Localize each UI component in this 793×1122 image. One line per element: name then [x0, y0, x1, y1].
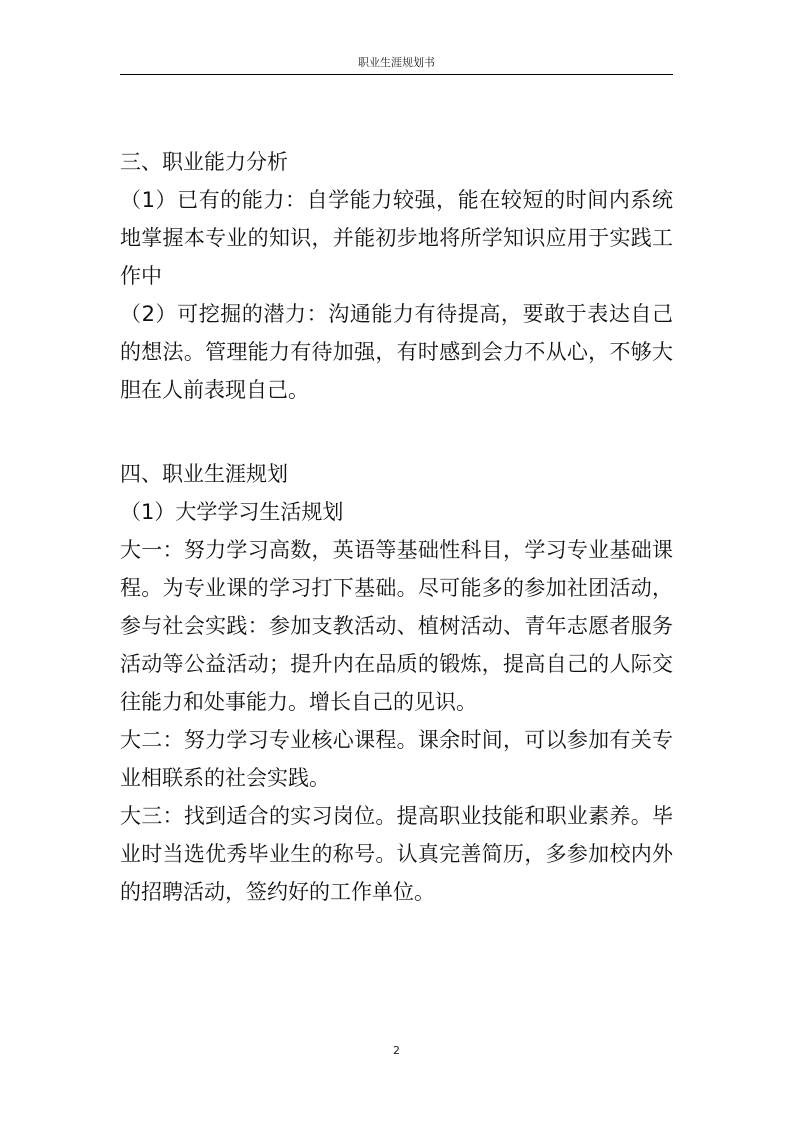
header-divider: [120, 74, 673, 75]
section-heading-career-plan: 四、职业生涯规划: [120, 462, 288, 486]
document-body: [120, 143, 673, 911]
paragraph-existing-ability: （1）已有的能力：自学能力较强，能在较短的时间内系统地掌握本专业的知识，并能初步地将所学知识应用于实践工作中: [120, 188, 673, 288]
paragraph-junior-plan: 大三：找到适合的实习岗位。提高职业技能和职业素养。毕业时当选优秀毕业生的称号。认真完善简历，多参加校内外的招聘活动，签约好的工作单位。: [120, 804, 673, 904]
paragraph-potential-ability: （2）可挖掘的潜力：沟通能力有待提高，要敢于表达自己的想法。管理能力有待加强，有时感到会力不从心，不够大胆在人前表现自己。: [120, 302, 673, 402]
paragraph-sophomore-plan: 大二：努力学习专业核心课程。课余时间，可以参加有关专业相联系的社会实践。: [120, 728, 673, 790]
paragraph-university-plan-title: （1）大学学习生活规划: [120, 500, 344, 524]
page-header-title: 职业生涯规划书: [358, 56, 435, 69]
section-heading-ability: 三、职业能力分析: [120, 150, 288, 174]
paragraph-freshman-plan: 大一：努力学习高数，英语等基础性科目，学习专业基础课程。为专业课的学习打下基础。尽可能多的参加社团活动，参与社会实践：参加支教活动、植树活动、青年志愿者服务活动等公益活动；提升内在品质的锻炼，提高自己的人际交往能力和处事能力。增长自己的见识。: [120, 538, 673, 714]
page-number: 2: [393, 1044, 400, 1057]
